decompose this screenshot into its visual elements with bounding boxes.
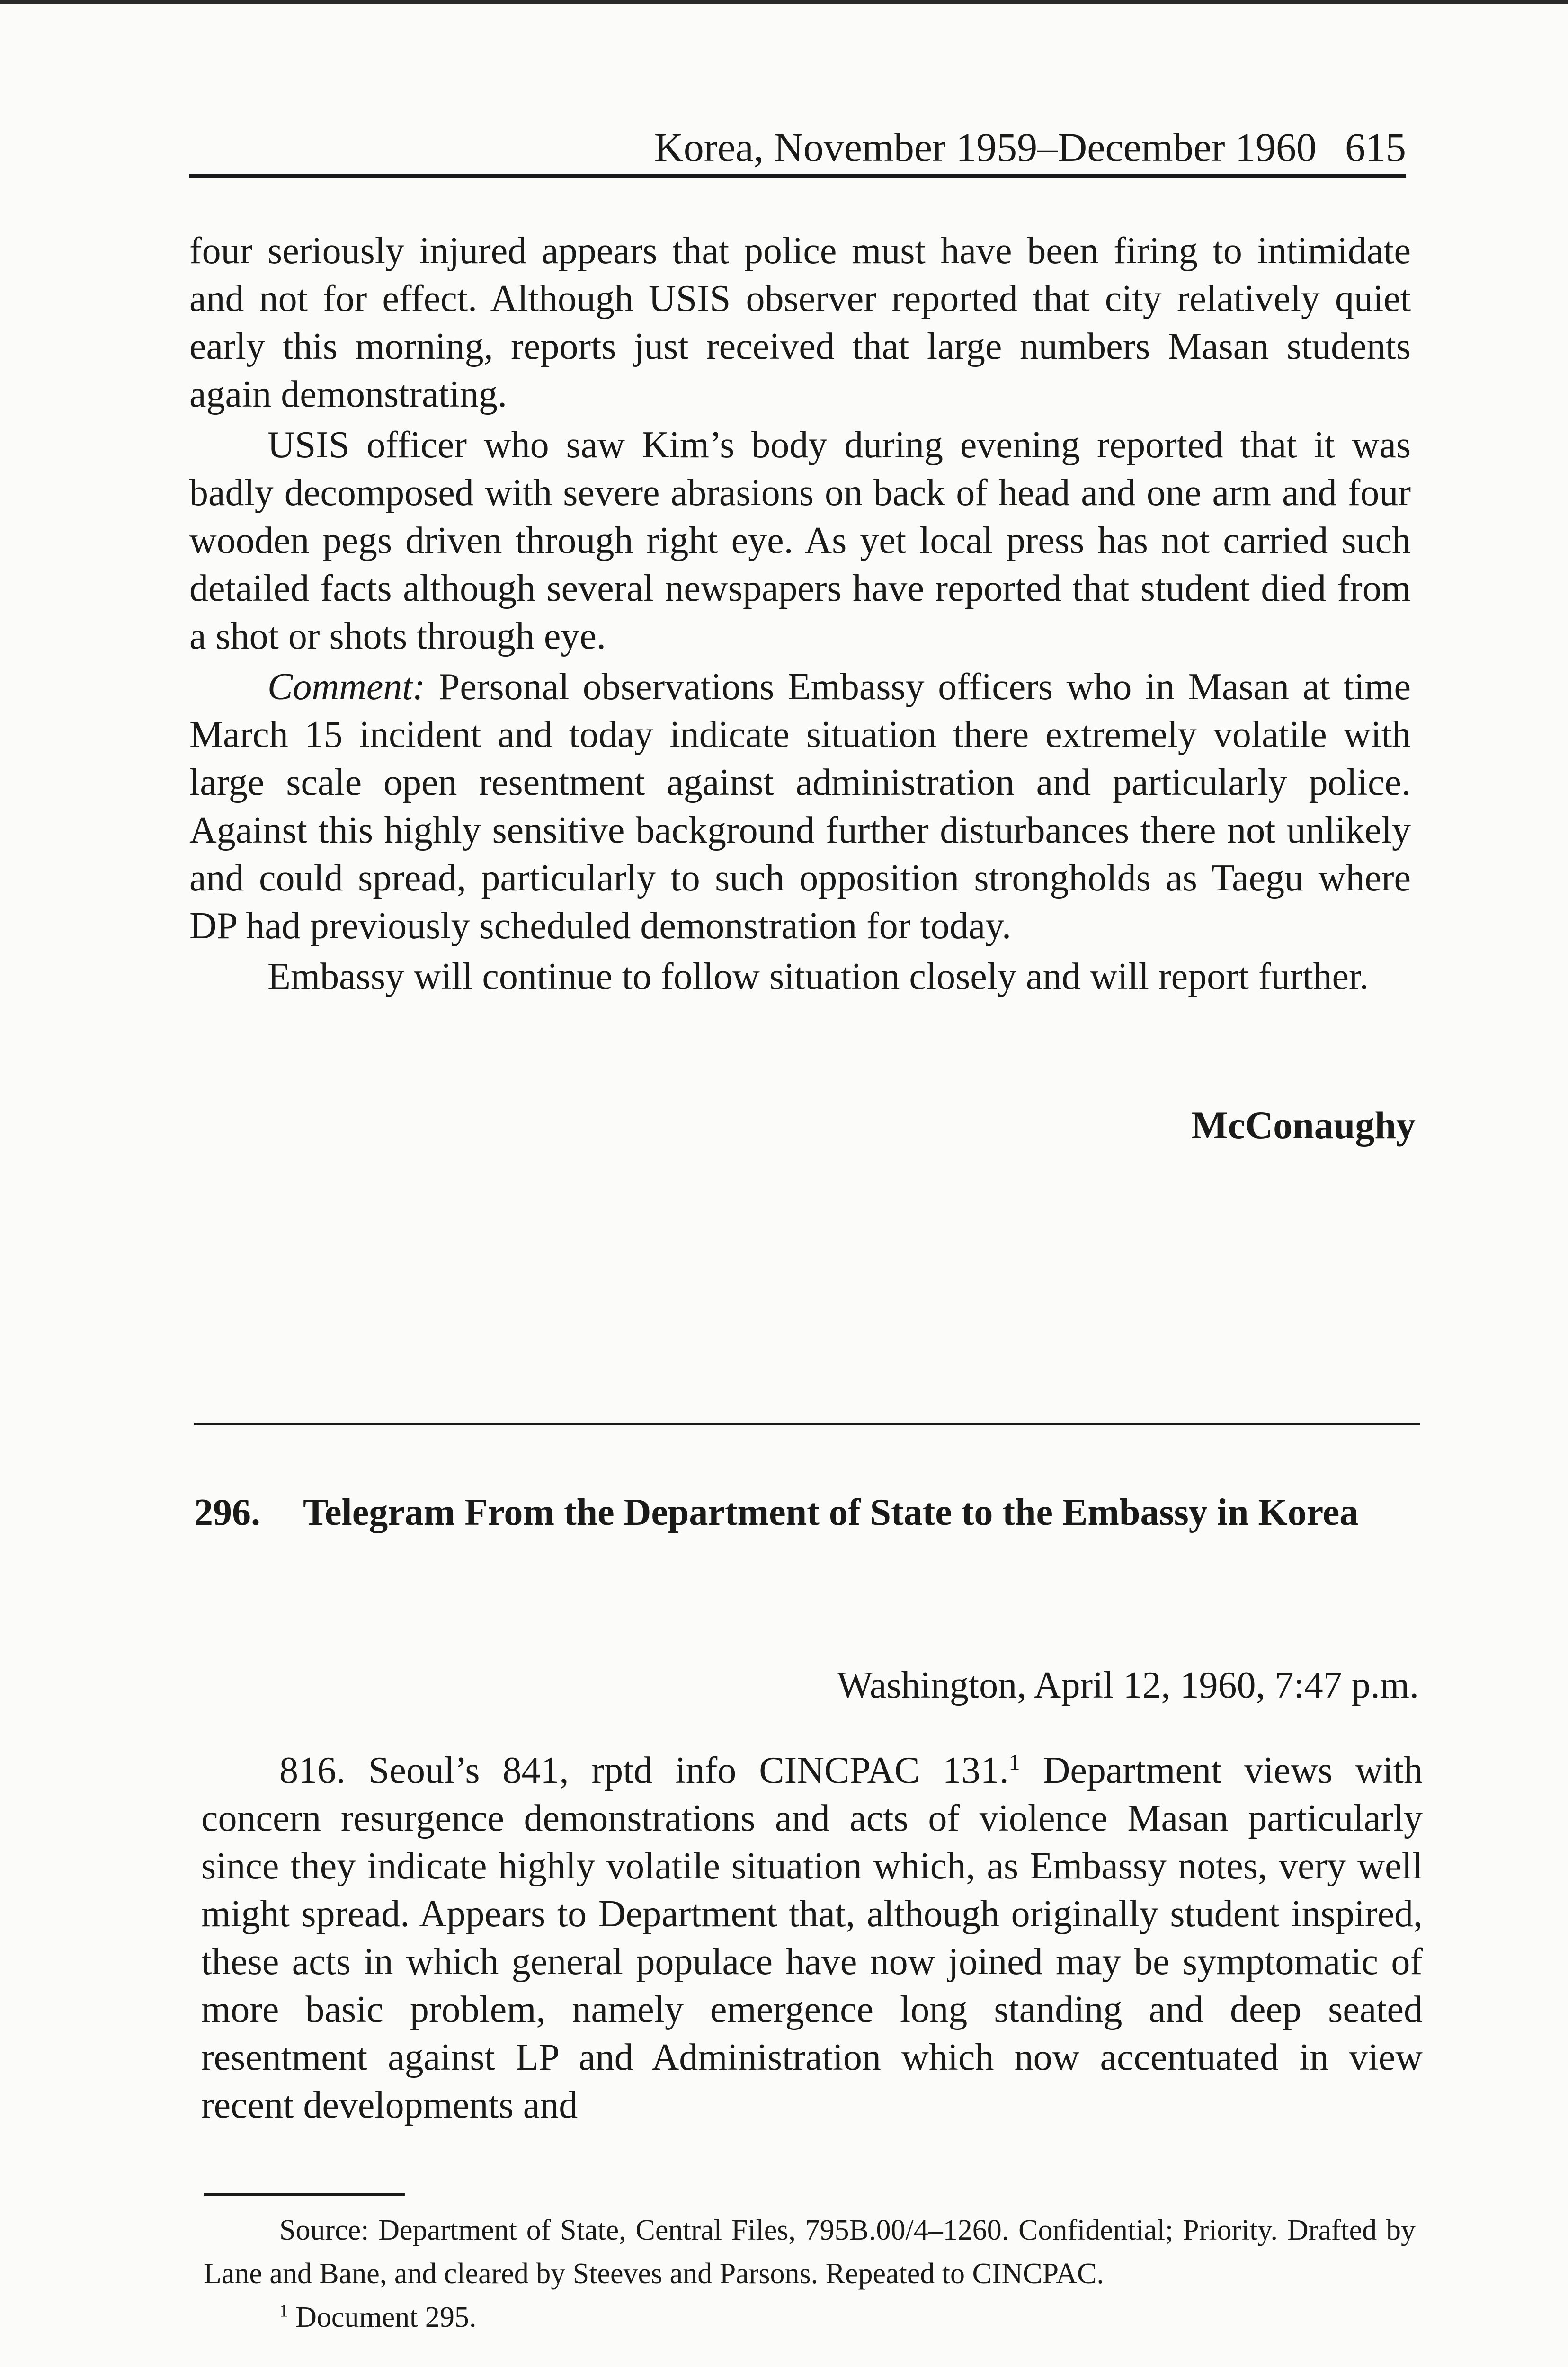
footnote-divider [204,2193,405,2196]
telegram-body: Department views with concern resurgence demonstrations and acts of violence Masan particularly since they indicate highly volatile situation which, as Embassy notes, very well might spread. Appears to Department that, although originally student inspired, these acts in which general populace have now joined may be symptomatic of more basic problem, namely emergence long standing and deep seated resentment against LP and Administration which now accentuated in view recent developments and [201,1750,1423,2126]
continuation-text [189,227,1411,1001]
footnote-1 [204,2296,1416,2339]
footnotes [204,2208,1416,2339]
section-divider [194,1423,1420,1425]
paragraph: four seriously injured appears that police must have been firing to intimidate and not for effect. Although USIS observer reported that city relatively quiet early this morning, reports just received that large numbers Masan students again demonstrating. [189,230,1411,415]
comment-label: Comment: [267,666,426,708]
running-head [654,127,1406,168]
telegram-reference: 816. Seoul’s 841, rptd info CINCPAC 131. [279,1750,1009,1791]
document-heading [194,1486,1411,1539]
document-number: 296. [194,1492,260,1533]
running-title: Korea, November 1959–December 1960 [654,125,1317,170]
comment-text: Personal observations Embassy officers who in Masan at time March 15 incident and today indicate situation there extremely volatile with large scale open resentment against administration and particularly police. Against this highly sensitive background further disturbances there not unlikely and could spread, particularly to such opposition strongholds as Taegu where DP had previously scheduled demonstration for today. [189,666,1411,947]
document-title: Telegram From the Department of State to the Embassy in Korea [303,1492,1359,1533]
source-note: Source: Department of State, Central Files, 795B.00/4–1260. Confidential; Priority. Drafted by Lane and Bane, and cleared by Steeves and Parsons. Repeated to CINCPAC. [204,2214,1416,2290]
paragraph [189,663,1411,950]
paragraph: USIS officer who saw Kim’s body during evening reported that it was badly decomposed with severe abrasions on back of head and one arm and four wooden pegs driven through right eye. As yet local press has not carried such detailed facts although several newspapers have reported that student died from a shot or shots through eye. [189,424,1411,657]
telegram-text [201,1747,1423,2129]
page-number: 615 [1345,125,1406,170]
footnote-marker: 1 [279,2301,288,2321]
paragraph [201,1747,1423,2129]
footnote-ref: 1 [1008,1750,1020,1775]
page-header [189,118,1406,178]
paragraph: Embassy will continue to follow situation closely and will report further. [267,956,1369,997]
footnote-text: Document 295. [288,2301,477,2333]
dateline: Washington, April 12, 1960, 7:47 p.m. [837,1664,1419,1706]
scan-top-edge [0,0,1568,4]
signature: McConaughy [1191,1103,1416,1147]
